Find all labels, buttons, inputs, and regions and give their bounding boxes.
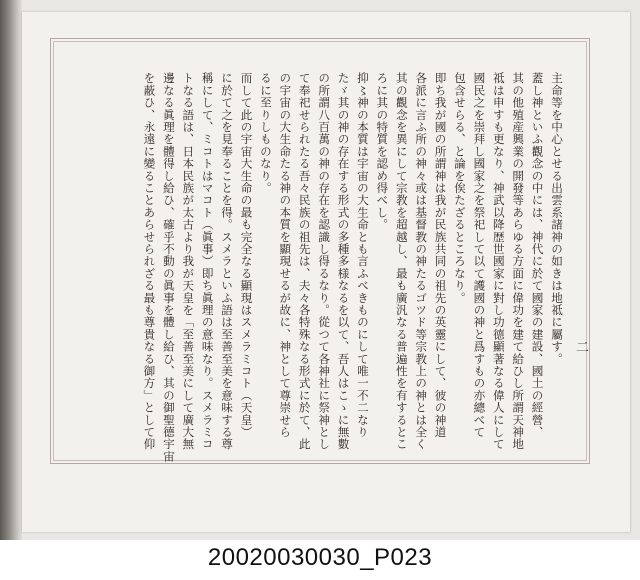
text-column: ろに其の特質を認め得べし。 bbox=[375, 72, 390, 231]
image-caption: 20020030030_P023 bbox=[207, 544, 433, 571]
text-column: 國民之を崇拜し國家之を祭祀して以て護國の神と爲すもの亦總べて bbox=[472, 72, 487, 438]
text-column: の宇宙の大生命たる神の本質を顯現せるが故に、神として尊崇せら bbox=[278, 72, 293, 438]
text-column: るに至りしものなり。 bbox=[258, 72, 273, 194]
text-column: 即ち我が國の所謂神は我が民族共同の祖先の英靈にして、彼の神道 bbox=[433, 72, 448, 438]
vertical-text-body bbox=[86, 72, 566, 464]
text-column: に於て之を見奉ることを得。スメラといふ語は至善至美を意味する尊 bbox=[220, 72, 235, 451]
book-spine bbox=[0, 0, 22, 540]
text-column: 其の他殖産興業の開發等あらゆる方面に偉功を建て給ひし所謂天神地 bbox=[511, 72, 526, 451]
text-column: 抑〻神の本質は宇宙の大生命とも言ふべきものにして唯一不二なり bbox=[355, 72, 370, 438]
text-column: 主命等を中心とせる出雲系諸神の如きは地祗に屬す。 bbox=[550, 72, 564, 365]
text-column: 包含せらる、と論を俟たざるところなり。 bbox=[452, 72, 467, 304]
text-column: 各派に言ふ所の神々或は基督教の神たるゴツド等宗教上の神とは全く bbox=[414, 72, 429, 451]
text-column: 邊なる眞理を體得し給ひ、確乎不動の眞事を體し給ひ、其の御聖德宇宙 bbox=[161, 72, 176, 463]
text-column: 祗は申すも更なり、神武以降歴世國家に對し功德顯著なる偉人にして bbox=[491, 72, 506, 451]
text-column: の所謂八百萬の神の存在を認識し得るなり。從つて各神社に祭神とし bbox=[317, 72, 332, 451]
text-column: トなる語は、日本民族が太古より我が天皇を「至善至美にして廣大無 bbox=[181, 72, 196, 451]
text-column: て奉祀せられたる吾々民族の祖先は、夫々各特殊なる形式に於て、此 bbox=[297, 72, 312, 451]
text-column: たゞ其の神の存在する形式の多種多様なるを以て、吾人はこゝに無數 bbox=[336, 72, 351, 451]
text-column: 稱にして、ミコトはマコト（眞事）即ち眞理の意味なり。スメラミコ bbox=[200, 72, 215, 451]
text-column: 其の觀念を異にして宗教を超越し、最も廣汎なる普遍性を有するとこ bbox=[394, 72, 409, 451]
text-column: を蔽ひ、永遠に變ることあらせられざる最も尊貴なる御方」として仰 bbox=[142, 72, 157, 451]
text-column: 而して此の宇宙大生命の最も完全なる顯現はスメラミコト（天皇） bbox=[239, 72, 254, 438]
page-number: 二 bbox=[573, 340, 588, 353]
text-column: 蓋し神といふ觀念の中には、神代に於て國家の建設、國土の經營、 bbox=[530, 72, 545, 438]
